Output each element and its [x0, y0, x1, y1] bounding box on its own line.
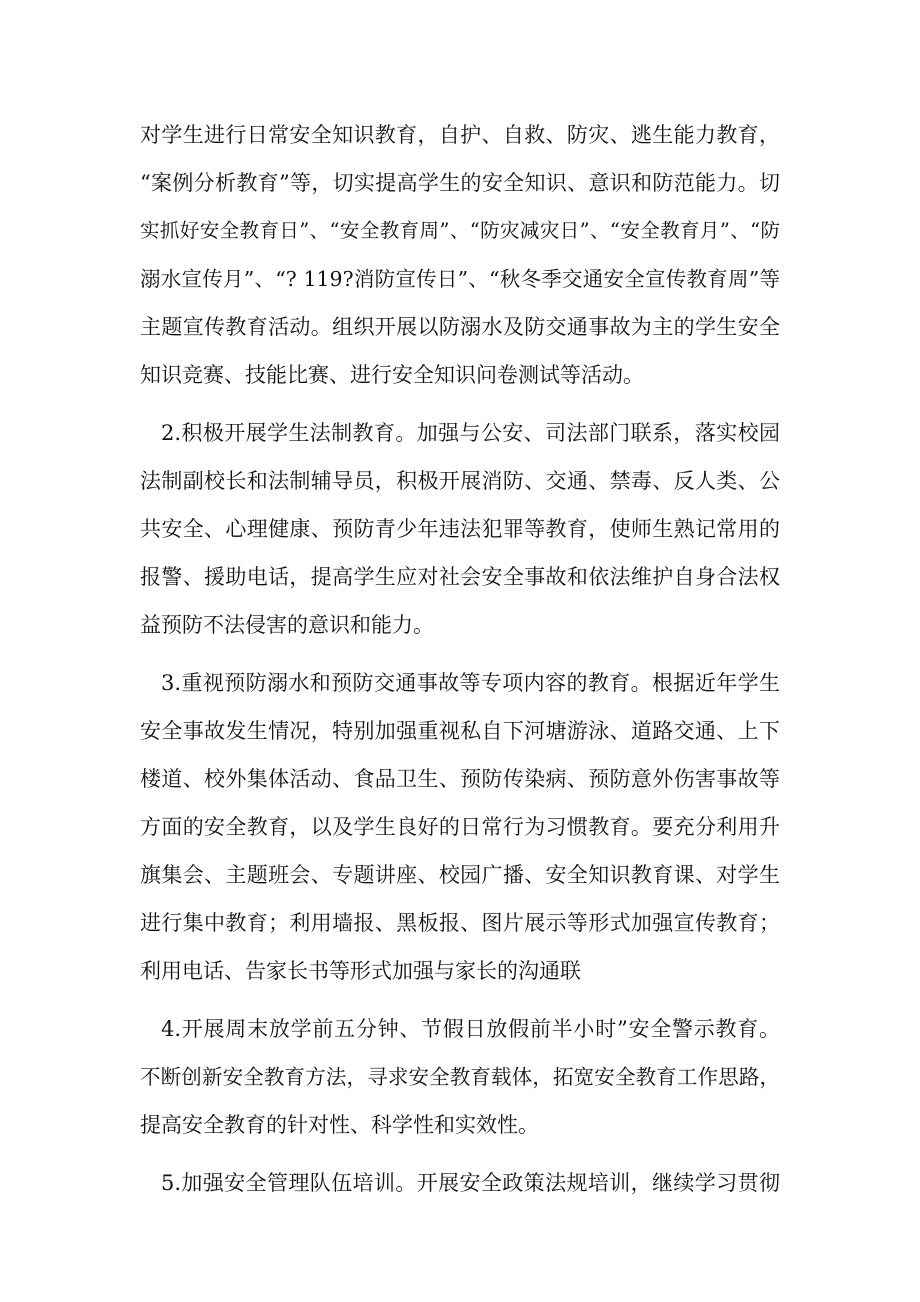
text-line: 报警、援助电话，提高学生应对社会安全事故和依法维护自身合法权: [140, 565, 780, 589]
text-line: 法制副校长和法制辅导员，积极开展消防、交通、禁毒、反人类、公: [140, 469, 780, 493]
text-line: 提高安全教育的针对性、科学性和实效性。: [140, 1113, 539, 1137]
text-line: 4.开展周末放学前五分钟、节假日放假前半小时”安全警示教育。: [161, 1017, 780, 1041]
text-line: 利用电话、告家长书等形式加强与家长的沟通联: [140, 959, 581, 983]
text-line: “案例分析教育”等，切实提高学生的安全知识、意识和防范能力。切: [140, 171, 780, 195]
text-line: 方面的安全教育，以及学生良好的日常行为习惯教育。要充分利用升: [140, 815, 780, 839]
text-line: 不断创新安全教育方法，寻求安全教育载体，拓宽安全教育工作思路，: [140, 1065, 780, 1089]
text-line: 安全事故发生情况，特别加强重视私自下河塘游泳、道路交通、上下: [140, 719, 780, 743]
paragraph-legal-education: [140, 409, 780, 649]
paragraph-safety-knowledge-education: [140, 111, 780, 399]
text-line: 旗集会、主题班会、专题讲座、校园广播、安全知识教育课、对学生: [140, 863, 780, 887]
text-line: 5.加强安全管理队伍培训。开展安全政策法规培训，继续学习贯彻: [161, 1171, 780, 1195]
document-body: [140, 111, 780, 1217]
text-line: 溺水宣传月”、“? 119?消防宣传日”、“秋冬季交通安全宣传教育周”等: [140, 267, 780, 291]
text-line: 3.重视预防溺水和预防交通事故等专项内容的教育。根据近年学生: [161, 671, 780, 695]
text-line: 主题宣传教育活动。组织开展以防溺水及防交通事故为主的学生安全: [140, 315, 780, 339]
text-line: 进行集中教育；利用墙报、黑板报、图片展示等形式加强宣传教育；: [140, 911, 780, 935]
paragraph-drowning-traffic-education: [140, 659, 780, 995]
text-line: 知识竞赛、技能比赛、进行安全知识问卷测试等活动。: [140, 363, 644, 387]
text-line: 益预防不法侵害的意识和能力。: [140, 613, 434, 637]
text-line: 共安全、心理健康、预防青少年违法犯罪等教育，使师生熟记常用的: [140, 517, 780, 541]
text-line: 2.积极开展学生法制教育。加强与公安、司法部门联系，落实校园: [161, 421, 780, 445]
text-line: 实抓好安全教育日”、“安全教育周”、“防灾减灾日”、“安全教育月”、“防: [140, 219, 780, 242]
text-line: 楼道、校外集体活动、食品卫生、预防传染病、预防意外伤害事故等: [140, 767, 780, 791]
text-line: 对学生进行日常安全知识教育，自护、自救、防灾、逃生能力教育，: [140, 123, 780, 147]
paragraph-team-training: [140, 1159, 780, 1207]
paragraph-warning-education: [140, 1005, 780, 1149]
